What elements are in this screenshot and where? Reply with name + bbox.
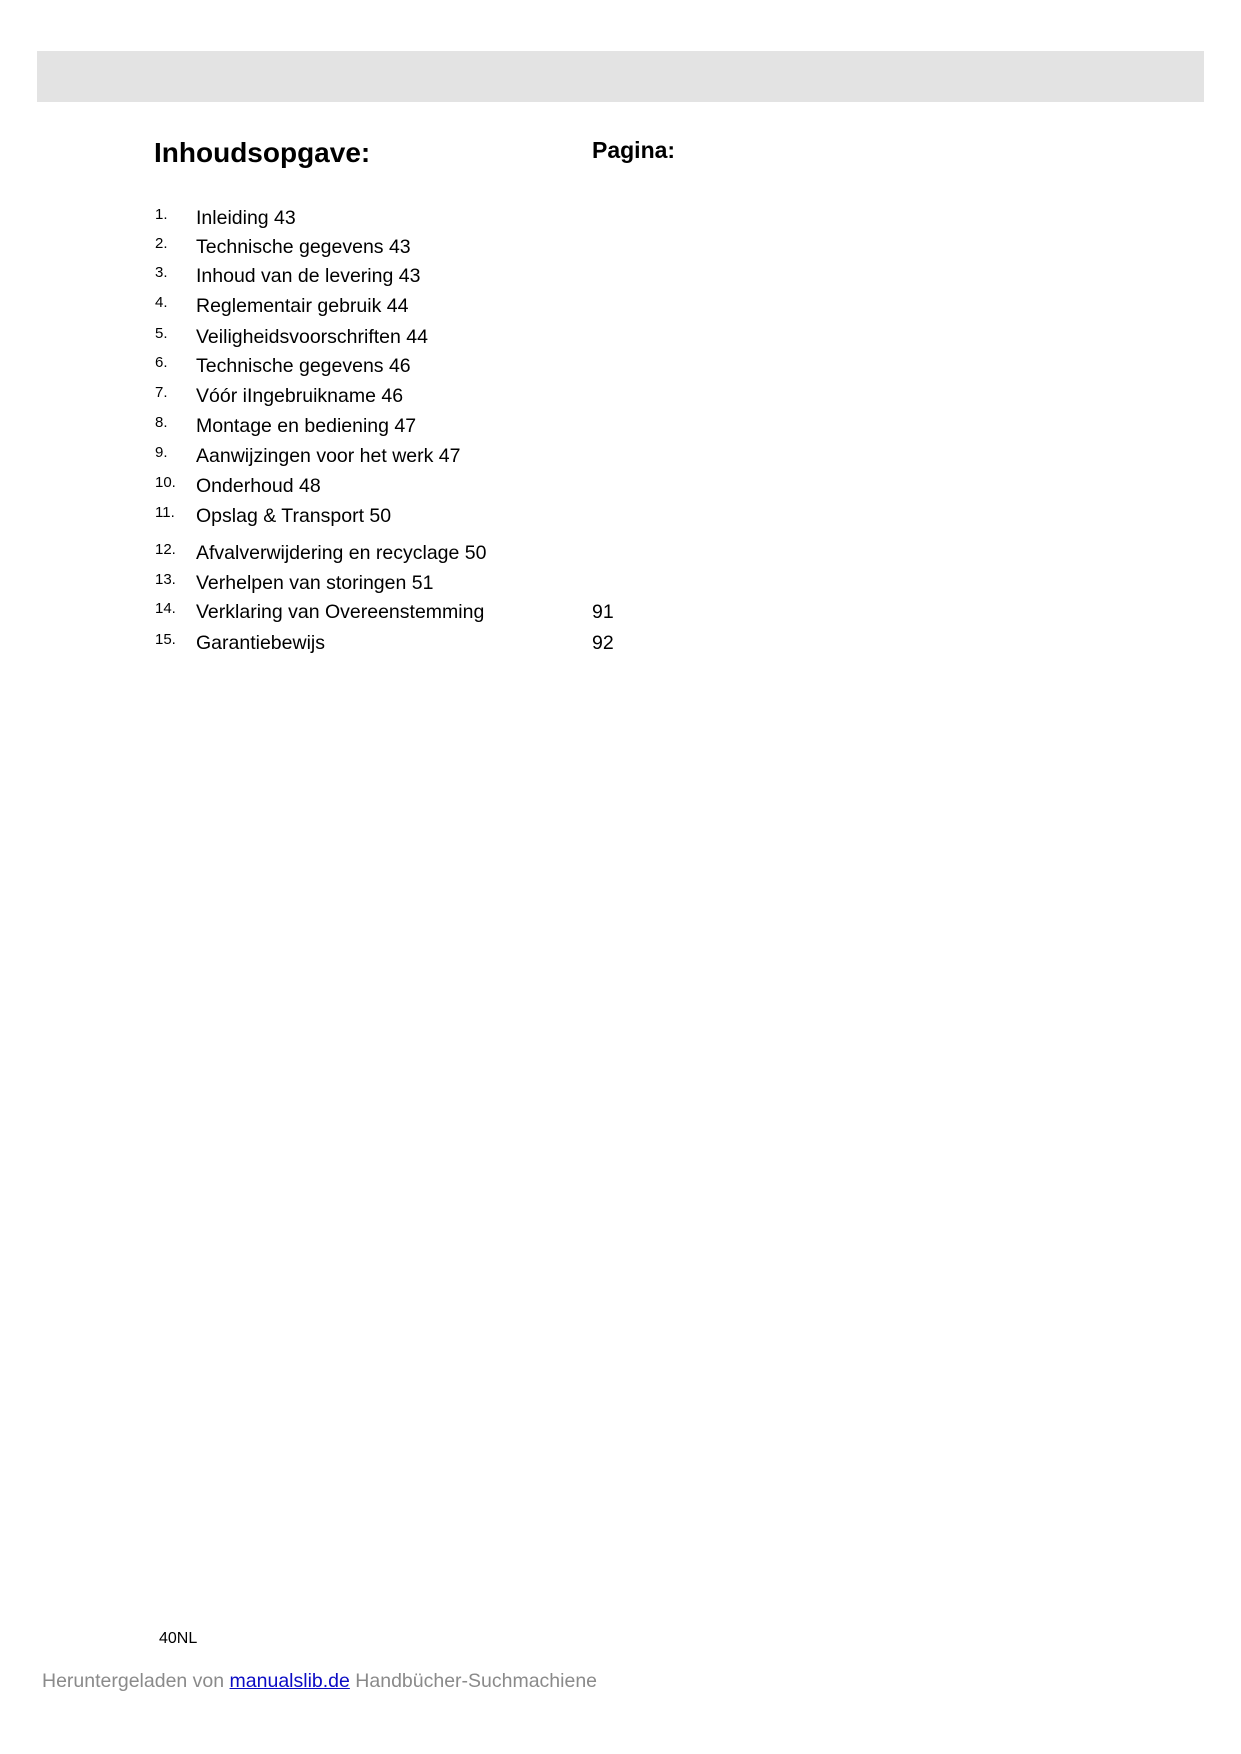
toc-item <box>0 384 1241 412</box>
toc-item-number: 6. <box>155 354 168 371</box>
toc-item-text: Verklaring van Overeenstemming <box>196 601 485 623</box>
toc-item <box>0 294 1241 322</box>
toc-item-text: Vóór iIngebruikname 46 <box>196 385 404 407</box>
footer-prefix: Heruntergeladen von <box>42 1670 230 1692</box>
toc-item-number: 4. <box>155 294 168 311</box>
toc-item-number: 3. <box>155 264 168 281</box>
toc-item-page: 91 <box>592 601 614 623</box>
toc-title: Inhoudsopgave: <box>154 137 371 168</box>
toc-item-text: Aanwijzingen voor het werk 47 <box>196 445 461 467</box>
toc-item-text: Montage en bediening 47 <box>196 415 417 437</box>
toc-item-page: 92 <box>592 632 614 654</box>
toc-item-text: Inhoud van de levering 43 <box>196 265 421 287</box>
toc-item <box>0 571 1241 599</box>
toc-item-number: 7. <box>155 384 168 401</box>
toc-item-text: Verhelpen van storingen 51 <box>196 572 434 594</box>
toc-item <box>0 414 1241 442</box>
header-band <box>37 51 1204 102</box>
toc-item <box>0 474 1241 502</box>
manualslib-link[interactable]: manualslib.de <box>229 1670 350 1692</box>
toc-item <box>0 325 1241 353</box>
toc-page-column-header: Pagina: <box>592 137 676 163</box>
toc-item <box>0 444 1241 472</box>
toc-item-number: 1. <box>155 206 168 223</box>
toc-item <box>0 541 1241 569</box>
toc-item <box>0 504 1241 532</box>
toc-item-text: Garantiebewijs <box>196 632 325 654</box>
toc-item-number: 2. <box>155 235 168 252</box>
toc-item-text: Opslag & Transport 50 <box>196 505 392 527</box>
toc-item-number: 15. <box>155 631 176 648</box>
toc-item-number: 8. <box>155 414 168 431</box>
toc-item-number: 5. <box>155 325 168 342</box>
toc-item-text: Reglementair gebruik 44 <box>196 295 409 317</box>
toc-item <box>0 206 1241 234</box>
toc-item-number: 13. <box>155 571 176 588</box>
toc-item <box>0 235 1241 263</box>
toc-item-number: 9. <box>155 444 168 461</box>
toc-item-text: Technische gegevens 46 <box>196 355 411 377</box>
toc-item <box>0 631 1241 659</box>
toc-item <box>0 600 1241 628</box>
download-footer <box>42 1670 597 1693</box>
toc-item-text: Onderhoud 48 <box>196 475 321 497</box>
toc-item-text: Technische gegevens 43 <box>196 236 411 258</box>
footer-suffix: Handbücher-Suchmachiene <box>349 1670 598 1692</box>
page-number: 40NL <box>159 1630 198 1647</box>
toc-item <box>0 264 1241 292</box>
toc-item-text: Veiligheidsvoorschriften 44 <box>196 326 428 348</box>
toc-item <box>0 354 1241 382</box>
toc-item-number: 14. <box>155 600 176 617</box>
toc-item-number: 10. <box>155 474 176 491</box>
toc-item-text: Afvalverwijdering en recyclage 50 <box>196 542 487 564</box>
toc-item-text: Inleiding 43 <box>196 207 296 229</box>
toc-item-number: 11. <box>155 504 175 521</box>
toc-item-number: 12. <box>155 541 176 558</box>
